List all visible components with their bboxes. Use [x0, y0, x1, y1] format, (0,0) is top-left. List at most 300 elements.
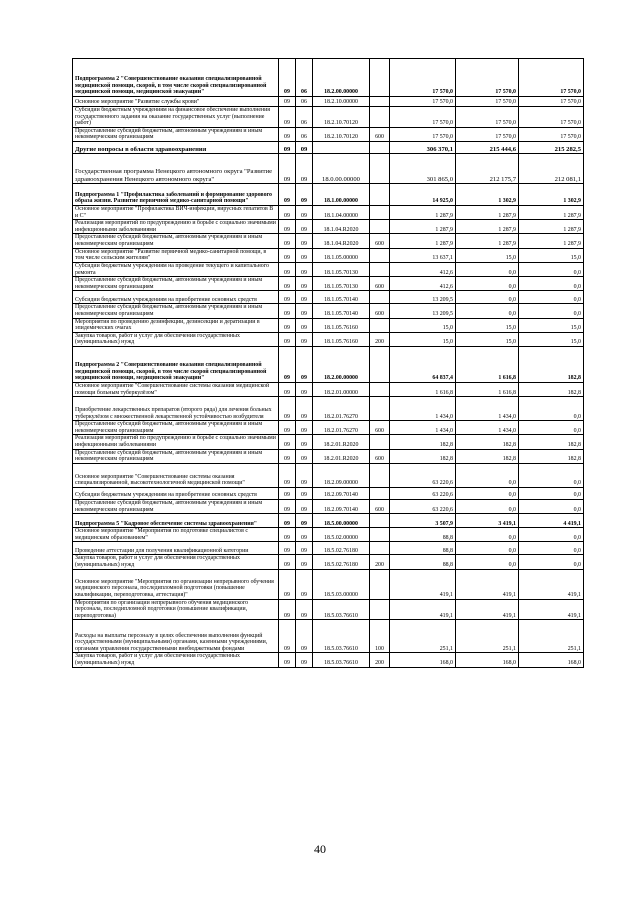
- cell-sum-1: 64 837,4: [390, 347, 456, 383]
- cell-sum-1: 1 287,9: [390, 234, 456, 248]
- cell-target-article: 18.1.05.70140: [313, 304, 370, 318]
- table-row: [73, 142, 584, 154]
- cell-sum-3: 1 302,9: [519, 184, 584, 206]
- cell-section: 09: [279, 234, 296, 248]
- cell-subsection: 09: [296, 449, 313, 463]
- cell-sum-3: 251,1: [519, 620, 584, 653]
- cell-sum-3: 0,0: [519, 304, 584, 318]
- cell-sum-3: 0,0: [519, 528, 584, 542]
- cell-target-article: 18.5.02.76180: [313, 542, 370, 555]
- cell-sum-1: 17 570,0: [390, 127, 456, 141]
- cell-sum-2: 0,0: [456, 528, 519, 542]
- cell-sum-3: 0,0: [519, 487, 584, 499]
- table-row: [73, 347, 584, 383]
- cell-sum-1: 168,0: [390, 653, 456, 667]
- cell-sum-3: 0,0: [519, 421, 584, 435]
- cell-sum-1: 419,1: [390, 599, 456, 620]
- cell-sum-2: 1 434,0: [456, 421, 519, 435]
- cell-name: Основное мероприятие "Совершенствование системы оказания медицинской помощи больным туберкулёзом": [73, 383, 279, 397]
- cell-target-article: 18.2.01.R2020: [313, 449, 370, 463]
- cell-expense-type: [370, 142, 390, 154]
- cell-target-article: 18.5.02.00000: [313, 528, 370, 542]
- cell-expense-type: 200: [370, 653, 390, 667]
- cell-name: Реализация мероприятий по предупреждению и борьбе с социально значимыми инфекционными заболеваниями: [73, 435, 279, 449]
- cell-sum-1: 306 370,1: [390, 142, 456, 154]
- cell-subsection: 09: [296, 154, 313, 184]
- table-row: [73, 383, 584, 397]
- cell-subsection: 09: [296, 142, 313, 154]
- cell-target-article: 18.1.04.R2020: [313, 220, 370, 234]
- cell-sum-3: 15,0: [519, 318, 584, 332]
- cell-sum-2: 15,0: [456, 332, 519, 346]
- cell-sum-1: 17 570,0: [390, 59, 456, 97]
- cell-name: Закупка товаров, работ и услуг для обеспечения государственных (муниципальных) нужд: [73, 555, 279, 569]
- cell-section: 09: [279, 514, 296, 528]
- cell-sum-1: 251,1: [390, 620, 456, 653]
- cell-name: Подпрограмма 2 "Совершенствование оказания специализированной медицинской помощи, скорой, в том числе скорой специализированной медицинской помощи, медицинской эвакуации": [73, 59, 279, 97]
- cell-expense-type: [370, 154, 390, 184]
- cell-subsection: 09: [296, 435, 313, 449]
- table-row: [73, 555, 584, 569]
- cell-section: 09: [279, 142, 296, 154]
- cell-sum-2: 419,1: [456, 599, 519, 620]
- cell-section: 09: [279, 347, 296, 383]
- cell-subsection: 09: [296, 220, 313, 234]
- cell-sum-1: 17 570,0: [390, 97, 456, 107]
- cell-expense-type: [370, 97, 390, 107]
- cell-target-article: 18.5.03.76610: [313, 599, 370, 620]
- cell-expense-type: [370, 463, 390, 487]
- cell-sum-2: 0,0: [456, 463, 519, 487]
- cell-expense-type: [370, 528, 390, 542]
- cell-subsection: 09: [296, 291, 313, 304]
- cell-subsection: 09: [296, 542, 313, 555]
- cell-expense-type: [370, 291, 390, 304]
- cell-sum-2: 17 570,0: [456, 97, 519, 107]
- cell-target-article: 18.2.01.R2020: [313, 435, 370, 449]
- cell-target-article: 18.1.05.76160: [313, 332, 370, 346]
- cell-subsection: 09: [296, 499, 313, 513]
- cell-name: Предоставление субсидий бюджетным, автономным учреждениям и иным некоммерческим организациям: [73, 499, 279, 513]
- cell-target-article: 18.5.03.76610: [313, 620, 370, 653]
- cell-section: 09: [279, 262, 296, 276]
- cell-name: Основное мероприятие "Мероприятия по подготовке специалистов с медицинским образованием": [73, 528, 279, 542]
- cell-expense-type: 600: [370, 127, 390, 141]
- cell-sum-3: 1 287,9: [519, 206, 584, 220]
- cell-name: Расходы на выплаты персоналу в целях обеспечения выполнения функций государственными (муниципальными) органами, казенными учреждениями, органами управления государственными внебюджетными фондами: [73, 620, 279, 653]
- cell-expense-type: [370, 248, 390, 262]
- cell-section: 09: [279, 304, 296, 318]
- cell-section: 09: [279, 291, 296, 304]
- cell-expense-type: 600: [370, 449, 390, 463]
- cell-target-article: 18.1.05.00000: [313, 248, 370, 262]
- cell-sum-2: 3 419,1: [456, 514, 519, 528]
- cell-name: Субсидии бюджетным учреждениям на проведение текущего и капитального ремонта: [73, 262, 279, 276]
- cell-sum-1: 412,6: [390, 277, 456, 291]
- cell-sum-2: 1 616,8: [456, 383, 519, 397]
- cell-subsection: 09: [296, 383, 313, 397]
- table-row: [73, 127, 584, 141]
- cell-sum-1: 182,8: [390, 435, 456, 449]
- cell-section: 09: [279, 499, 296, 513]
- cell-target-article: [313, 142, 370, 154]
- table-row: [73, 304, 584, 318]
- cell-sum-2: 0,0: [456, 555, 519, 569]
- cell-target-article: 18.2.09.70140: [313, 487, 370, 499]
- cell-sum-2: 0,0: [456, 487, 519, 499]
- cell-sum-2: 1 616,8: [456, 347, 519, 383]
- cell-sum-2: 0,0: [456, 304, 519, 318]
- cell-expense-type: [370, 599, 390, 620]
- cell-name: Закупка товаров, работ и услуг для обеспечения государственных (муниципальных) нужд: [73, 653, 279, 667]
- cell-sum-1: 13 209,5: [390, 291, 456, 304]
- cell-sum-2: 0,0: [456, 277, 519, 291]
- cell-sum-1: 15,0: [390, 318, 456, 332]
- cell-sum-3: 0,0: [519, 397, 584, 421]
- cell-sum-2: 1 434,0: [456, 397, 519, 421]
- cell-subsection: 06: [296, 127, 313, 141]
- cell-subsection: 09: [296, 487, 313, 499]
- cell-sum-2: 0,0: [456, 262, 519, 276]
- cell-section: 09: [279, 127, 296, 141]
- cell-sum-3: 17 570,0: [519, 107, 584, 128]
- cell-sum-3: 0,0: [519, 262, 584, 276]
- cell-sum-1: 1 287,9: [390, 220, 456, 234]
- cell-section: 09: [279, 184, 296, 206]
- table-row: [73, 184, 584, 206]
- cell-sum-1: 88,8: [390, 555, 456, 569]
- table-row: [73, 234, 584, 248]
- cell-name: Мероприятия по организации непрерывного обучения медицинского персонала, последипломной подготовки (повышение квалификации, переподготовка): [73, 599, 279, 620]
- table-row: [73, 463, 584, 487]
- table-row: [73, 435, 584, 449]
- cell-sum-3: 0,0: [519, 291, 584, 304]
- cell-sum-2: 1 287,9: [456, 220, 519, 234]
- cell-target-article: 18.2.00.00000: [313, 347, 370, 383]
- cell-section: 09: [279, 528, 296, 542]
- cell-expense-type: [370, 59, 390, 97]
- cell-target-article: 18.2.01.76270: [313, 421, 370, 435]
- cell-expense-type: [370, 184, 390, 206]
- cell-target-article: 18.1.05.70140: [313, 291, 370, 304]
- cell-sum-3: 15,0: [519, 248, 584, 262]
- cell-section: 09: [279, 449, 296, 463]
- cell-sum-2: 0,0: [456, 291, 519, 304]
- cell-section: 09: [279, 220, 296, 234]
- table-row: [73, 487, 584, 499]
- cell-name: Субсидии бюджетным учреждениям на приобретение основных средств: [73, 291, 279, 304]
- cell-subsection: 09: [296, 262, 313, 276]
- cell-section: 09: [279, 277, 296, 291]
- table-row: [73, 421, 584, 435]
- cell-sum-3: 4 419,1: [519, 514, 584, 528]
- cell-section: 09: [279, 555, 296, 569]
- cell-sum-2: 17 570,0: [456, 59, 519, 97]
- cell-subsection: 09: [296, 397, 313, 421]
- cell-sum-2: 215 444,6: [456, 142, 519, 154]
- table-row: [73, 569, 584, 599]
- cell-sum-2: 212 175,7: [456, 154, 519, 184]
- cell-sum-3: 182,8: [519, 383, 584, 397]
- cell-expense-type: 600: [370, 304, 390, 318]
- cell-target-article: 18.2.01.00000: [313, 383, 370, 397]
- cell-sum-3: 212 081,1: [519, 154, 584, 184]
- table-row: [73, 59, 584, 97]
- cell-expense-type: 100: [370, 620, 390, 653]
- cell-section: 09: [279, 154, 296, 184]
- cell-subsection: 09: [296, 421, 313, 435]
- cell-name: Проведение аттестации для получения квалификационной категории: [73, 542, 279, 555]
- cell-section: 09: [279, 206, 296, 220]
- cell-sum-1: 63 220,6: [390, 499, 456, 513]
- cell-name: Основное мероприятие "Совершенствование системы оказания специализированной, высокотехнологичной медицинской помощи": [73, 463, 279, 487]
- cell-sum-1: 14 925,0: [390, 184, 456, 206]
- cell-sum-1: 3 507,9: [390, 514, 456, 528]
- cell-section: 09: [279, 397, 296, 421]
- cell-expense-type: [370, 347, 390, 383]
- cell-expense-type: [370, 383, 390, 397]
- cell-expense-type: [370, 318, 390, 332]
- table-row: [73, 248, 584, 262]
- cell-sum-3: 215 282,5: [519, 142, 584, 154]
- cell-section: 09: [279, 332, 296, 346]
- cell-target-article: 18.1.04.R2020: [313, 234, 370, 248]
- cell-sum-3: 0,0: [519, 463, 584, 487]
- table-row: [73, 107, 584, 128]
- cell-subsection: 06: [296, 97, 313, 107]
- cell-target-article: 18.5.03.00000: [313, 569, 370, 599]
- cell-sum-2: 419,1: [456, 569, 519, 599]
- cell-sum-3: 419,1: [519, 599, 584, 620]
- cell-sum-3: 168,0: [519, 653, 584, 667]
- cell-sum-3: 0,0: [519, 555, 584, 569]
- cell-subsection: 09: [296, 234, 313, 248]
- cell-subsection: 09: [296, 463, 313, 487]
- cell-subsection: 09: [296, 569, 313, 599]
- cell-name: Подпрограмма 5 "Кадровое обеспечение системы здравоохранения": [73, 514, 279, 528]
- cell-expense-type: 600: [370, 234, 390, 248]
- cell-sum-3: 0,0: [519, 499, 584, 513]
- table-row: [73, 449, 584, 463]
- cell-subsection: 09: [296, 620, 313, 653]
- cell-sum-1: 1 616,8: [390, 383, 456, 397]
- cell-sum-2: 182,8: [456, 449, 519, 463]
- cell-expense-type: [370, 107, 390, 128]
- table-row: [73, 332, 584, 346]
- cell-subsection: 09: [296, 304, 313, 318]
- cell-subsection: 09: [296, 184, 313, 206]
- cell-subsection: 09: [296, 332, 313, 346]
- cell-sum-1: 412,6: [390, 262, 456, 276]
- cell-name: Предоставление субсидий бюджетным, автономным учреждениям и иным некоммерческим организациям: [73, 304, 279, 318]
- cell-subsection: 09: [296, 206, 313, 220]
- cell-section: 09: [279, 318, 296, 332]
- cell-sum-2: 0,0: [456, 542, 519, 555]
- cell-section: 09: [279, 653, 296, 667]
- cell-section: 09: [279, 435, 296, 449]
- table-row: [73, 318, 584, 332]
- cell-subsection: 09: [296, 555, 313, 569]
- cell-name: Субсидии бюджетным учреждениям на финансовое обеспечение выполнения государственного задания на оказание государственных услуг (выполнение работ): [73, 107, 279, 128]
- cell-section: 09: [279, 97, 296, 107]
- table-row: [73, 653, 584, 667]
- cell-target-article: 18.1.05.76160: [313, 318, 370, 332]
- cell-name: Приобретение лекарственных препаратов (второго ряда) для лечения больных туберкулёзом с множественной лекарственной устойчивостью возбудителя: [73, 397, 279, 421]
- cell-sum-2: 15,0: [456, 248, 519, 262]
- cell-target-article: 18.1.00.00000: [313, 184, 370, 206]
- cell-expense-type: [370, 569, 390, 599]
- cell-expense-type: [370, 397, 390, 421]
- cell-sum-3: 182,8: [519, 449, 584, 463]
- cell-name: Государственная программа Ненецкого автономного округа "Развитие здравоохранения Ненецкого автономного округа": [73, 154, 279, 184]
- cell-sum-2: 1 302,9: [456, 184, 519, 206]
- cell-section: 09: [279, 463, 296, 487]
- table-row: [73, 154, 584, 184]
- cell-name: Предоставление субсидий бюджетным, автономным учреждениям и иным некоммерческим организациям: [73, 421, 279, 435]
- cell-subsection: 09: [296, 528, 313, 542]
- table-row: [73, 620, 584, 653]
- cell-name: Основное мероприятие "Развитие первичной медико-санитарной помощи, в том числе сельским жителям": [73, 248, 279, 262]
- cell-expense-type: [370, 435, 390, 449]
- cell-target-article: 18.2.09.70140: [313, 499, 370, 513]
- cell-subsection: 09: [296, 248, 313, 262]
- cell-sum-2: 251,1: [456, 620, 519, 653]
- cell-name: Реализация мероприятий по предупреждению и борьбе с социально значимыми инфекционными заболеваниями: [73, 220, 279, 234]
- cell-name: Предоставление субсидий бюджетным, автономным учреждениям и иным некоммерческим организациям: [73, 449, 279, 463]
- table-row: [73, 542, 584, 555]
- cell-subsection: 06: [296, 107, 313, 128]
- cell-target-article: 18.1.05.70130: [313, 277, 370, 291]
- cell-sum-2: 1 287,9: [456, 206, 519, 220]
- cell-sum-3: 0,0: [519, 542, 584, 555]
- cell-sum-3: 1 287,9: [519, 220, 584, 234]
- cell-section: 09: [279, 487, 296, 499]
- table-row: [73, 291, 584, 304]
- cell-sum-1: 419,1: [390, 569, 456, 599]
- cell-expense-type: [370, 206, 390, 220]
- cell-section: 09: [279, 383, 296, 397]
- cell-expense-type: [370, 542, 390, 555]
- table-row: [73, 97, 584, 107]
- cell-target-article: 18.2.00.00000: [313, 59, 370, 97]
- table-row: [73, 499, 584, 513]
- table-row: [73, 220, 584, 234]
- cell-sum-1: 63 220,6: [390, 463, 456, 487]
- cell-sum-2: 1 287,9: [456, 234, 519, 248]
- cell-sum-2: 17 570,0: [456, 127, 519, 141]
- cell-target-article: 18.2.10.00000: [313, 97, 370, 107]
- table-row: [73, 277, 584, 291]
- cell-subsection: 09: [296, 599, 313, 620]
- cell-name: Предоставление субсидий бюджетным, автономным учреждениям и иным некоммерческим организациям: [73, 127, 279, 141]
- cell-sum-1: 63 220,6: [390, 487, 456, 499]
- table-row: [73, 397, 584, 421]
- cell-sum-1: 13 637,1: [390, 248, 456, 262]
- cell-sum-1: 17 570,0: [390, 107, 456, 128]
- cell-sum-3: 15,0: [519, 332, 584, 346]
- cell-sum-1: 88,8: [390, 542, 456, 555]
- cell-sum-2: 0,0: [456, 499, 519, 513]
- cell-sum-3: 17 570,0: [519, 127, 584, 141]
- cell-name: Подпрограмма 2 "Совершенствование оказания специализированной медицинской помощи, скорой, в том числе скорой специализированной медицинской помощи, медицинской эвакуации": [73, 347, 279, 383]
- cell-section: 09: [279, 569, 296, 599]
- cell-subsection: 09: [296, 514, 313, 528]
- page-number: 40: [314, 842, 326, 856]
- cell-subsection: 09: [296, 653, 313, 667]
- cell-expense-type: [370, 487, 390, 499]
- cell-expense-type: [370, 514, 390, 528]
- table-row: [73, 514, 584, 528]
- cell-sum-3: 17 570,0: [519, 97, 584, 107]
- cell-expense-type: 600: [370, 421, 390, 435]
- cell-section: 09: [279, 620, 296, 653]
- cell-name: Основное мероприятие "Развитие службы крови": [73, 97, 279, 107]
- table-row: [73, 206, 584, 220]
- cell-target-article: 18.1.05.70130: [313, 262, 370, 276]
- cell-sum-1: 301 865,0: [390, 154, 456, 184]
- cell-name: Предоставление субсидий бюджетным, автономным учреждениям и иным некоммерческим организациям: [73, 277, 279, 291]
- cell-subsection: 06: [296, 59, 313, 97]
- table-row: [73, 262, 584, 276]
- cell-target-article: 18.2.01.76270: [313, 397, 370, 421]
- cell-sum-1: 1 434,0: [390, 397, 456, 421]
- cell-section: 09: [279, 107, 296, 128]
- cell-sum-2: 168,0: [456, 653, 519, 667]
- cell-subsection: 09: [296, 277, 313, 291]
- cell-sum-3: 419,1: [519, 569, 584, 599]
- cell-subsection: 09: [296, 318, 313, 332]
- cell-sum-3: 182,8: [519, 347, 584, 383]
- cell-section: 09: [279, 542, 296, 555]
- cell-sum-2: 182,8: [456, 435, 519, 449]
- cell-name: Предоставление субсидий бюджетным, автономным учреждениям и иным некоммерческим организациям: [73, 234, 279, 248]
- cell-expense-type: 600: [370, 277, 390, 291]
- cell-sum-2: 17 570,0: [456, 107, 519, 128]
- cell-sum-1: 13 209,5: [390, 304, 456, 318]
- cell-expense-type: [370, 262, 390, 276]
- cell-sum-3: 1 287,9: [519, 234, 584, 248]
- cell-expense-type: 600: [370, 499, 390, 513]
- cell-sum-1: 1 434,0: [390, 421, 456, 435]
- cell-name: Другие вопросы в области здравоохранения: [73, 142, 279, 154]
- cell-name: Основное мероприятие "Мероприятия по организации непрерывного обучения медицинского персонала, последипломной подготовки (повышение квалификации, переподготовка, аттестация)": [73, 569, 279, 599]
- cell-section: 09: [279, 59, 296, 97]
- table-body: [73, 59, 584, 668]
- cell-sum-1: 15,0: [390, 332, 456, 346]
- cell-sum-2: 15,0: [456, 318, 519, 332]
- cell-sum-3: 0,0: [519, 277, 584, 291]
- table-row: [73, 599, 584, 620]
- budget-table: [72, 58, 584, 668]
- cell-name: Субсидии бюджетным учреждениям на приобретение основных средств: [73, 487, 279, 499]
- cell-target-article: 18.2.10.70120: [313, 107, 370, 128]
- cell-expense-type: 200: [370, 332, 390, 346]
- cell-sum-1: 182,8: [390, 449, 456, 463]
- cell-section: 09: [279, 248, 296, 262]
- cell-sum-3: 182,8: [519, 435, 584, 449]
- cell-name: Основное мероприятие "Профилактика ВИЧ-инфекции, вирусных гепатитов В и С": [73, 206, 279, 220]
- cell-expense-type: 200: [370, 555, 390, 569]
- cell-target-article: 18.5.03.76610: [313, 653, 370, 667]
- cell-expense-type: [370, 220, 390, 234]
- cell-name: Закупка товаров, работ и услуг для обеспечения государственных (муниципальных) нужд: [73, 332, 279, 346]
- cell-name: Мероприятия по проведению дезинфекции, дезинсекции и дератизации в эпидемических очагах: [73, 318, 279, 332]
- cell-target-article: 18.5.02.76180: [313, 555, 370, 569]
- cell-sum-1: 88,8: [390, 528, 456, 542]
- cell-subsection: 09: [296, 347, 313, 383]
- cell-target-article: 18.5.00.00000: [313, 514, 370, 528]
- cell-section: 09: [279, 421, 296, 435]
